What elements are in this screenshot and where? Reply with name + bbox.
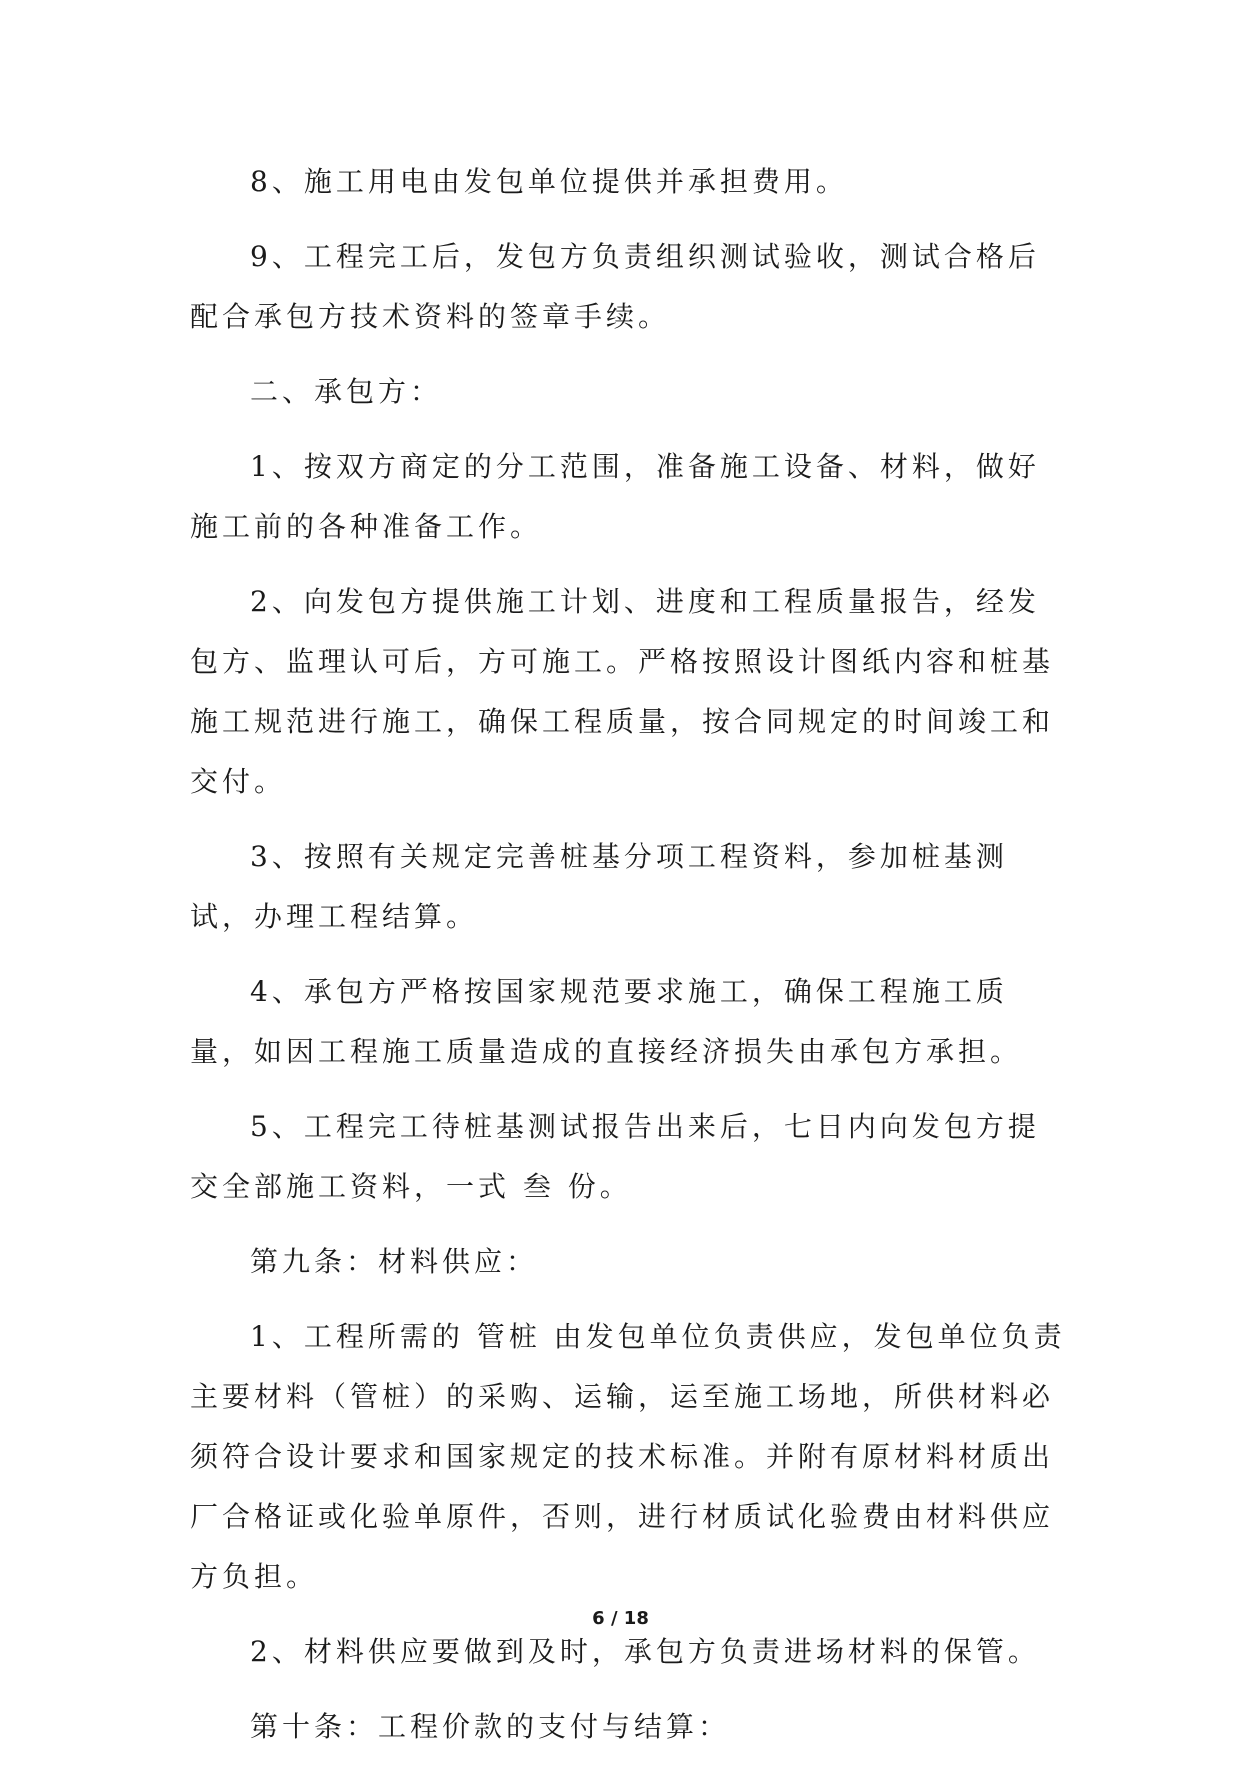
paragraph-material-2: 2、材料供应要做到及时，承包方负责进场材料的保管。 [250,1635,1040,1668]
section-heading-contractor: 二、承包方： [250,375,443,408]
document-body [190,152,1070,1772]
paragraph-contractor-3: 3、按照有关规定完善桩基分项工程资料，参加桩基测试，办理工程结算。 [190,840,1008,933]
paragraph-clause-9: 9、工程完工后，发包方负责组织测试验收，测试合格后配合承包方技术资料的签章手续。 [190,240,1040,333]
paragraph-material-1: 1、工程所需的 管桩 由发包单位负责供应，发包单位负责主要材料（管桩）的采购、运输，运至施工场地，所供材料必须符合设计要求和国家规定的技术标准。并附有原材料材质出厂合格证或化验单原件，否则，进行材质试化验费由材料供应方负担。 [190,1320,1066,1593]
article-10-heading: 第十条：工程价款的支付与结算： [250,1710,731,1743]
paragraph-contractor-2: 2、向发包方提供施工计划、进度和工程质量报告，经发包方、监理认可后，方可施工。严格按照设计图纸内容和桩基施工规范进行施工，确保工程质量，按合同规定的时间竣工和交付。 [190,585,1055,798]
article-9-heading: 第九条：材料供应： [250,1245,539,1278]
paragraph-clause-8: 8、施工用电由发包单位提供并承担费用。 [250,165,848,198]
paragraph-contractor-4: 4、承包方严格按国家规范要求施工，确保工程施工质量，如因工程施工质量造成的直接经济损失由承包方承担。 [190,975,1023,1068]
page-number: 6 / 18 [592,1608,649,1629]
paragraph-contractor-5: 5、工程完工待桩基测试报告出来后，七日内向发包方提交全部施工资料，一式 叁 份。 [190,1110,1040,1203]
paragraph-contractor-1: 1、按双方商定的分工范围，准备施工设备、材料，做好施工前的各种准备工作。 [190,450,1040,543]
